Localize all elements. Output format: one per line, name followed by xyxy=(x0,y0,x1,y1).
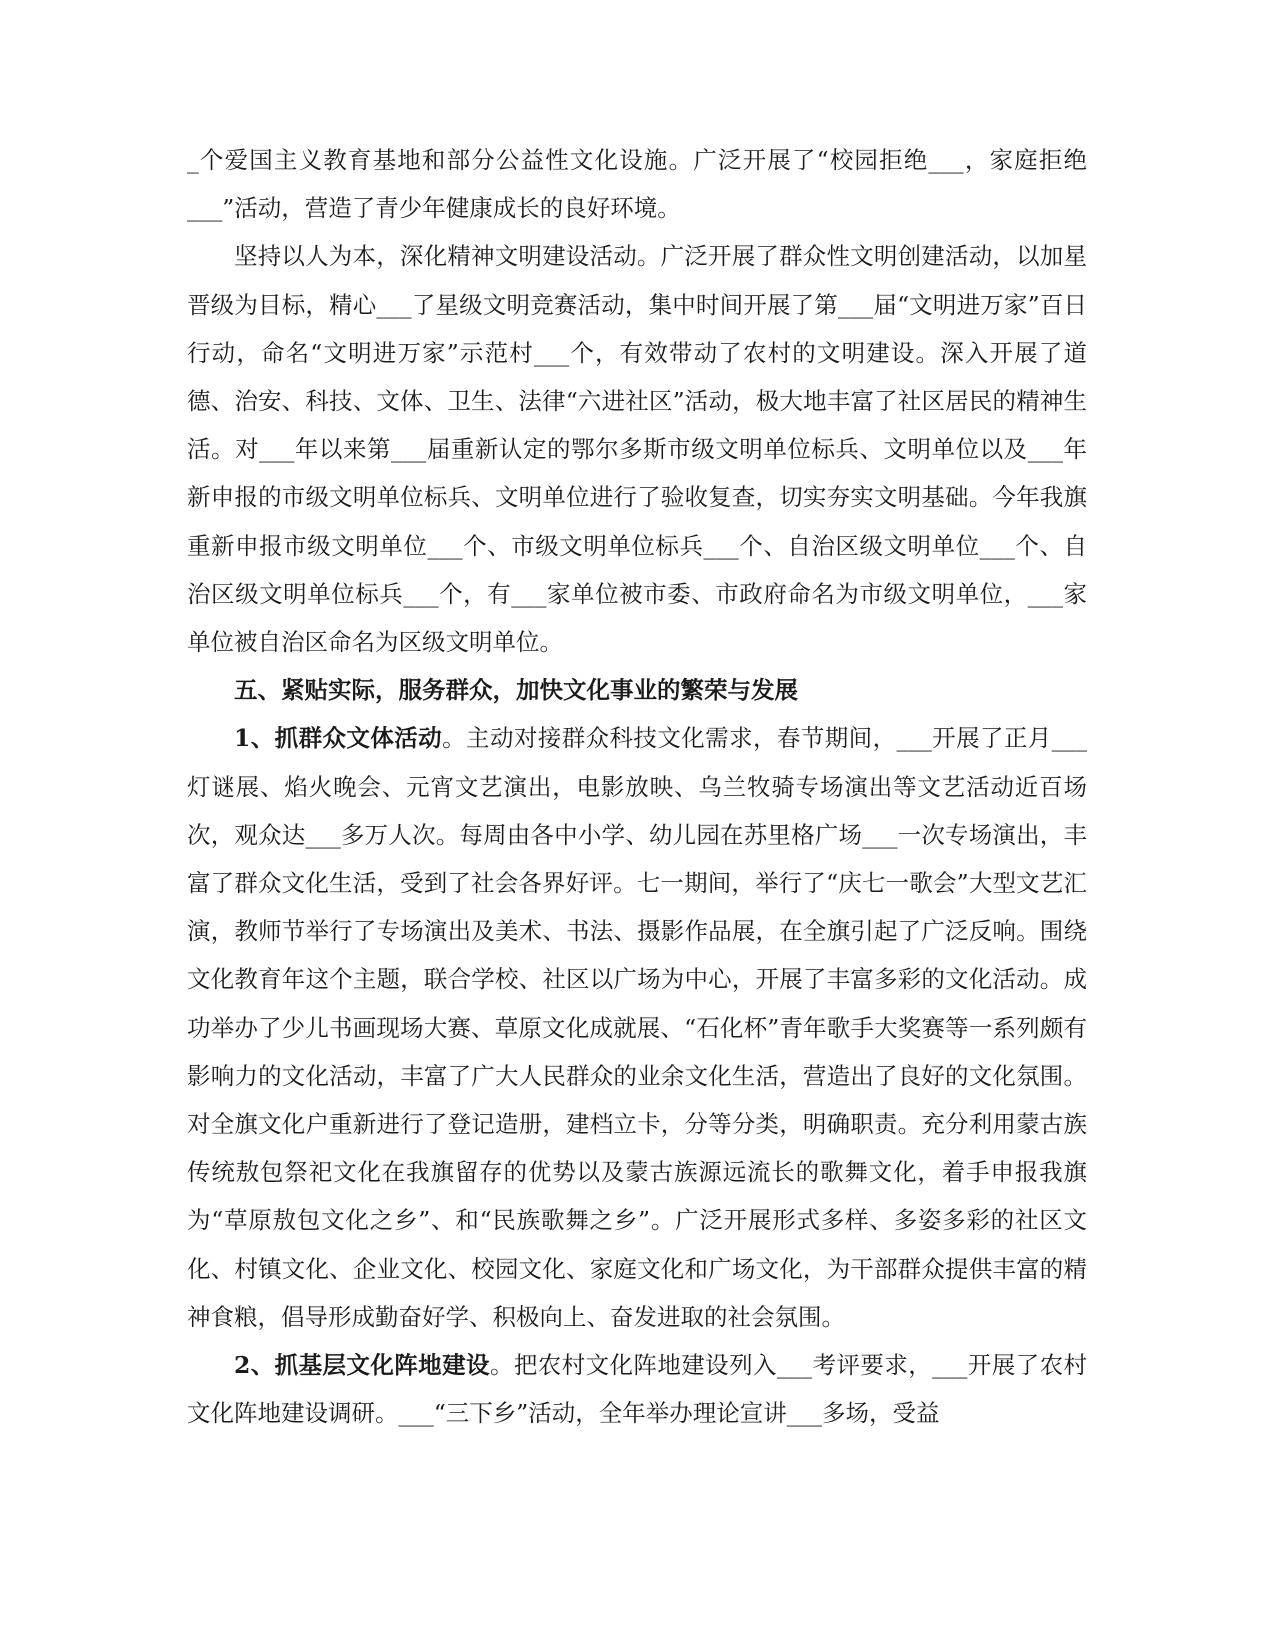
paragraph-civilization: 坚持以人为本，深化精神文明建设活动。广泛开展了群众性文明创建活动，以加星晋级为目标，精心___了星级文明竞赛活动，集中时间开展了第___届“文明进万家”百日行动，命名“文明进万家”示范村___个，有效带动了农村的文明建设。深入开展了道德、治安、科技、文体、卫生、法律“六进社区”活动，极大地丰富了社区居民的精神生活。对___年以来第___届重新认定的鄂尔多斯市级文明单位标兵、文明单位以及___年新申报的市级文明单位标兵、文明单位进行了验收复查，切实夯实文明基础。今年我旗重新申报市级文明单位___个、市级文明单位标兵___个、自治区级文明单位___个、自治区级文明单位标兵___个，有___家单位被市委、市政府命名为市级文明单位，___家单位被自治区命名为区级文明单位。 xyxy=(187,242,1087,657)
item-mass-activities-lead: 1、抓群众文体活动 xyxy=(234,724,443,753)
item-mass-activities xyxy=(187,714,1087,1341)
document-body xyxy=(187,136,1087,1437)
item-mass-activities-text: 。主动对接群众科技文化需求，春节期间，___开展了正月___灯谜展、焰火晚会、元宵文艺演出，电影放映、乌兰牧骑专场演出等文艺活动近百场次，观众达___多万人次。每周由各中小学、幼儿园在苏里格广场___一次专场演出，丰富了群众文化生活，受到了社会各界好评。七一期间，举行了“庆七一歌会”大型文艺汇演，教师节举行了专场演出及美术、书法、摄影作品展，在全旗引起了广泛反响。围绕文化教育年这个主题，联合学校、社区以广场为中心，开展了丰富多彩的文化活动。成功举办了少儿书画现场大赛、草原文化成就展、“石化杯”青年歌手大奖赛等一系列颇有影响力的文化活动，丰富了广大人民群众的业余文化生活，营造出了良好的文化氛围。对全旗文化户重新进行了登记造册，建档立卡，分等分类，明确职责。充分利用蒙古族传统敖包祭祀文化在我旗留存的优势以及蒙古族源远流长的歌舞文化，着手申报我旗为“草原敖包文化之乡”、和“民族歌舞之乡”。广泛开展形式多样、多姿多彩的社区文化、村镇文化、企业文化、校园文化、家庭文化和广场文化，为干部群众提供丰富的精神食粮，倡导形成勤奋好学、积极向上、奋发进取的社会氛围。 xyxy=(187,724,1088,1331)
section-heading: 五、紧贴实际，服务群众，加快文化事业的繁荣与发展 xyxy=(234,676,798,705)
item-grassroots-construction xyxy=(187,1341,1087,1437)
paragraph-continuation: _个爱国主义教育基地和部分公益性文化设施。广泛开展了“校园拒绝___，家庭拒绝___”活动，营造了青少年健康成长的良好环境。 xyxy=(187,146,1087,223)
item-grassroots-construction-text: 。把农村文化阵地建设列入___考评要求，___开展了农村文化阵地建设调研。___“三下乡”活动，全年举办理论宣讲___多场，受益 xyxy=(187,1351,1088,1428)
item-grassroots-construction-lead: 2、抓基层文化阵地建设 xyxy=(234,1351,490,1380)
